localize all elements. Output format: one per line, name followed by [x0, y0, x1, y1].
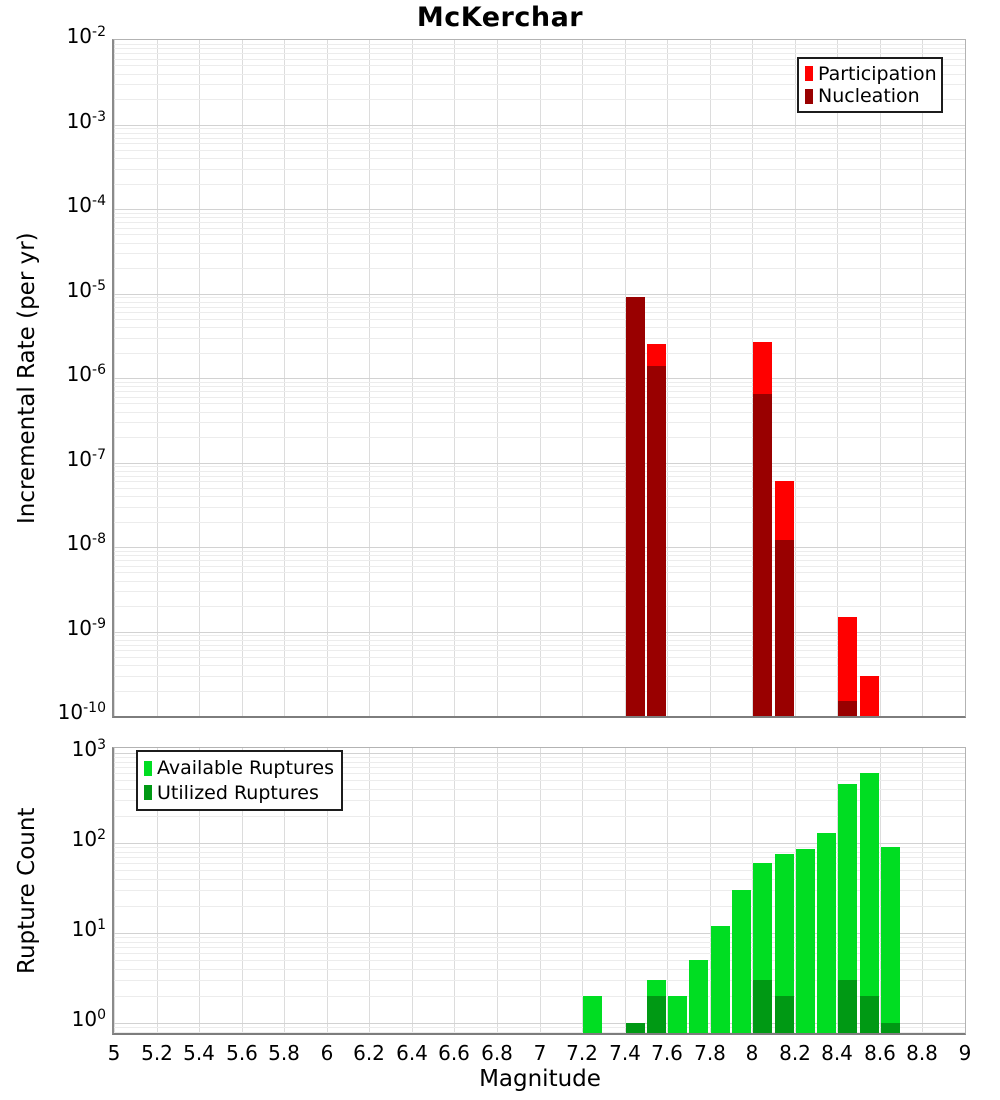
y-tick-label: $10^{-6}$ [66, 362, 106, 386]
legend-label-utilized-ruptures: Utilized Ruptures [157, 781, 319, 804]
gridline-minor [114, 566, 965, 567]
x-tick-label: 8.4 [821, 1041, 853, 1065]
gridline-minor [114, 507, 965, 508]
gridline-vertical [965, 748, 966, 1033]
gridline-minor [114, 353, 965, 354]
gridline-minor [114, 591, 965, 592]
utilized-ruptures-bar [775, 996, 794, 1033]
y-tick-label: $10^1$ [71, 917, 106, 941]
gridline-minor [114, 555, 965, 556]
available-ruptures-bar [732, 890, 751, 1033]
nucleation-bar [775, 540, 794, 716]
available-ruptures-bar [711, 926, 730, 1033]
gridline-minor [114, 551, 965, 552]
gridline-minor [114, 391, 965, 392]
x-tick-label: 7.8 [694, 1041, 726, 1065]
y-tick-label: $10^{-4}$ [66, 193, 106, 217]
gridline-major [114, 547, 965, 548]
figure-title: McKerchar [416, 2, 584, 33]
available-ruptures-bar [817, 833, 836, 1033]
gridline-minor [114, 327, 965, 328]
gridline-minor [114, 158, 965, 159]
rupture-legend [136, 750, 343, 811]
gridline-minor [114, 302, 965, 303]
gridline-major [114, 125, 965, 126]
gridline-minor [114, 338, 965, 339]
x-tick-label: 6.6 [438, 1041, 470, 1065]
available-ruptures-bar [668, 996, 687, 1033]
y-tick-label: $10^{-9}$ [66, 616, 106, 640]
y-tick-label: $10^2$ [71, 827, 106, 851]
legend-item-nucleation [805, 85, 935, 107]
gridline-minor [114, 253, 965, 254]
gridline-minor [114, 572, 965, 573]
y-tick-label: $10^{-7}$ [66, 447, 106, 471]
x-tick-label: 7.4 [609, 1041, 641, 1065]
utilized-ruptures-bar [626, 1023, 645, 1033]
legend-label-nucleation: Nucleation [818, 85, 920, 108]
utilized-ruptures-bar [860, 996, 879, 1033]
x-tick-label: 8.2 [779, 1041, 811, 1065]
x-tick-label: 5 [107, 1041, 121, 1065]
x-tick-label: 7.6 [651, 1041, 683, 1065]
x-tick-label: 6 [320, 1041, 334, 1065]
x-tick-label: 6.4 [396, 1041, 428, 1065]
nucleation-bar [753, 394, 772, 716]
gridline-minor [114, 307, 965, 308]
gridline-minor [114, 44, 965, 45]
gridline-minor [114, 437, 965, 438]
gridline-minor [114, 222, 965, 223]
gridline-minor [114, 128, 965, 129]
x-tick-label: 8.6 [864, 1041, 896, 1065]
gridline-minor [114, 581, 965, 582]
utilized-ruptures-bar [647, 996, 666, 1033]
gridline-minor [114, 412, 965, 413]
available-ruptures-swatch-icon [144, 761, 152, 776]
legend-label-available-ruptures: Available Ruptures [157, 757, 334, 780]
nucleation-bar [647, 366, 666, 716]
legend-item-available-ruptures [144, 757, 335, 779]
utilized-ruptures-swatch-icon [144, 785, 152, 800]
legend-item-participation [805, 63, 935, 85]
y-tick-label: $10^3$ [71, 737, 106, 761]
utilized-ruptures-bar [838, 980, 857, 1033]
x-axis-title: Magnitude [479, 1066, 601, 1092]
gridline-minor [114, 312, 965, 313]
gridline-minor [114, 138, 965, 139]
gridline-minor [114, 150, 965, 151]
gridline-minor [114, 213, 965, 214]
gridline-minor [114, 386, 965, 387]
y-tick-label: $10^{-10}$ [57, 700, 106, 724]
gridline-minor [114, 422, 965, 423]
gridline-minor [114, 228, 965, 229]
available-ruptures-bar [860, 773, 879, 1033]
x-tick-label: 6.2 [353, 1041, 385, 1065]
legend-item-utilized-ruptures [144, 782, 335, 804]
utilized-ruptures-bar [881, 1023, 900, 1033]
available-ruptures-bar [583, 996, 602, 1033]
y-tick-label: $10^{-8}$ [66, 531, 106, 555]
gridline-minor [114, 481, 965, 482]
x-tick-label: 6.8 [481, 1041, 513, 1065]
participation-bar [860, 676, 879, 716]
x-tick-label: 5.2 [141, 1041, 173, 1065]
x-tick-label: 5.4 [183, 1041, 215, 1065]
top-y-axis-title: Incremental Rate (per yr) [14, 232, 40, 524]
x-tick-label: 7.2 [566, 1041, 598, 1065]
gridline-minor [114, 234, 965, 235]
gridline-minor [114, 476, 965, 477]
bottom-y-axis-title: Rupture Count [14, 807, 40, 974]
gridline-major [114, 463, 965, 464]
x-tick-label: 9 [958, 1041, 972, 1065]
participation-swatch-icon [805, 66, 813, 81]
x-tick-label: 5.8 [268, 1041, 300, 1065]
y-tick-label: $10^{-3}$ [66, 109, 106, 133]
utilized-ruptures-bar [753, 980, 772, 1033]
y-tick-label: $10^0$ [71, 1007, 106, 1031]
gridline-vertical [965, 40, 966, 716]
nucleation-swatch-icon [805, 89, 813, 104]
gridline-minor [114, 243, 965, 244]
gridline-minor [114, 268, 965, 269]
legend-label-participation: Participation [818, 62, 937, 85]
gridline-minor [114, 297, 965, 298]
incremental-rate-plot-area [114, 40, 965, 716]
gridline-major [114, 294, 965, 295]
x-tick-label: 7 [533, 1041, 547, 1065]
gridline-minor [114, 217, 965, 218]
gridline-minor [114, 397, 965, 398]
gridline-minor [114, 466, 965, 467]
gridline-minor [114, 606, 965, 607]
gridline-minor [114, 496, 965, 497]
x-tick-label: 8 [745, 1041, 759, 1065]
rate-legend [797, 57, 943, 113]
available-ruptures-bar [689, 960, 708, 1033]
available-ruptures-bar [796, 849, 815, 1033]
nucleation-bar [838, 701, 857, 716]
gridline-minor [114, 133, 965, 134]
gridline-minor [114, 382, 965, 383]
gridline-minor [114, 522, 965, 523]
nucleation-bar [626, 297, 645, 716]
available-ruptures-bar [881, 847, 900, 1033]
gridline-minor [114, 143, 965, 144]
x-tick-label: 5.6 [226, 1041, 258, 1065]
gridline-minor [114, 319, 965, 320]
gridline-minor [114, 471, 965, 472]
gridline-minor [114, 184, 965, 185]
gridline-major [114, 378, 965, 379]
y-tick-label: $10^{-5}$ [66, 278, 106, 302]
gridline-minor [114, 560, 965, 561]
x-tick-label: 8.8 [906, 1041, 938, 1065]
gridline-minor [114, 169, 965, 170]
gridline-minor [114, 48, 965, 49]
gridline-minor [114, 403, 965, 404]
gridline-minor [114, 488, 965, 489]
gridline-minor [114, 53, 965, 54]
gridline-major [114, 209, 965, 210]
y-tick-label: $10^{-2}$ [66, 24, 106, 48]
